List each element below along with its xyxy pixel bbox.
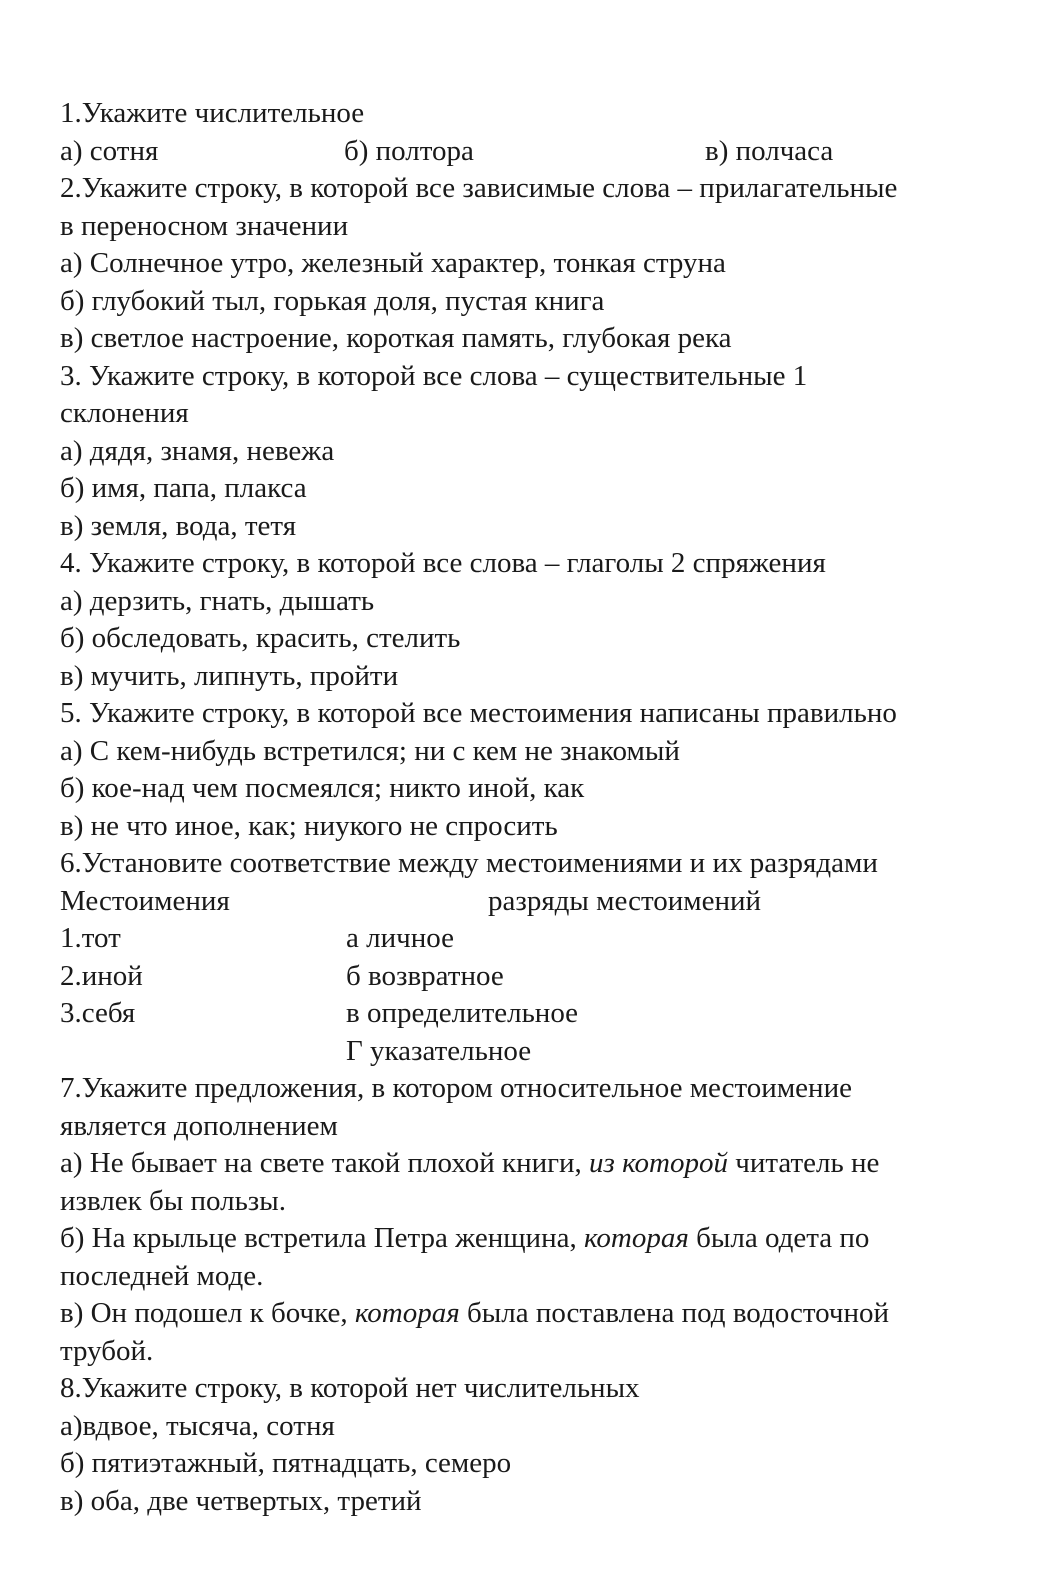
question-6-category: а личное [346,922,454,954]
question-1-option-b: б) полтора [344,134,474,167]
question-7-option-a-pronoun: из которой [589,1147,728,1179]
question-3-option-b: б) имя, папа, плакса [60,472,307,504]
question-7-option-a [60,1145,1020,1183]
question-6-right-header: разряды местоимений [488,884,762,917]
question-7-option-b-pronoun: которая [583,1222,689,1254]
question-7-option-a-continuation: извлек бы пользы. [60,1184,286,1217]
question-6-pronoun: 1.тот [60,922,121,954]
question-7-option-b [60,1220,1020,1258]
question-7-option-a-text-end: читатель не [728,1147,880,1179]
question-3-title-line-1: 3. Укажите строку, в которой все слова – существительные 1 [60,359,808,392]
question-2-option-c: в) светлое настроение, короткая память, глубокая река [60,322,732,354]
question-8-option-a: а)вдвое, тысяча, сотня [60,1409,335,1442]
question-5-title: 5. Укажите строку, в которой все местоимения написаны правильно [60,697,897,729]
question-7-option-c-continuation: трубой. [60,1334,154,1367]
question-4-title: 4. Укажите строку, в которой все слова – глаголы 2 спряжения [60,547,826,579]
question-7-option-b-continuation: последней моде. [60,1259,264,1292]
question-7-option-c-pronoun: которая [354,1297,460,1329]
question-7-title-line-2: является дополнением [60,1109,338,1142]
question-6-match-row [60,1033,1020,1071]
question-1-option-a: а) сотня [60,134,159,167]
question-6-match-row [60,920,1020,958]
question-2-option-a: а) Солнечное утро, железный характер, тонкая струна [60,247,726,279]
question-7-option-c-text-end: была поставлена под водосточной [459,1297,889,1329]
question-1-options [60,133,1020,171]
question-7-option-a-text: а) Не бывает на свете такой плохой книги, [60,1147,590,1179]
question-8-option-b: б) пятиэтажный, пятнадцать, семеро [60,1447,512,1479]
question-6-pronoun: 3.себя [60,997,136,1029]
question-6-headers [60,883,1020,921]
question-1-option-c: в) полчаса [705,134,834,167]
question-7-option-c [60,1295,1020,1333]
question-8-title: 8.Укажите строку, в которой нет числительных [60,1372,640,1404]
question-5-option-a: а) С кем-нибудь встретился; ни с кем не знакомый [60,734,680,767]
question-6-pronoun: 2.иной [60,959,143,992]
question-8-option-c: в) оба, две четвертых, третий [60,1484,422,1517]
question-6-left-header: Местоимения [60,884,230,917]
question-4-option-b: б) обследовать, красить, стелить [60,622,461,654]
question-7-option-c-text: в) Он подошел к бочке, [60,1297,355,1329]
question-7-option-b-text-end: была одета по [688,1222,870,1254]
question-3-option-c: в) земля, вода, тетя [60,509,297,542]
question-4-option-c: в) мучить, липнуть, пройти [60,659,399,692]
question-3-title-line-2: склонения [60,397,189,429]
question-6-category: б возвратное [346,959,504,992]
question-6-category: в определительное [346,997,579,1029]
question-5-option-c: в) не что иное, как; ниукого не спросить [60,809,558,842]
worksheet [60,95,1020,1520]
question-1-title: 1.Укажите числительное [60,97,365,129]
question-2-option-b: б) глубокий тыл, горькая доля, пустая книга [60,284,605,317]
question-6-title: 6.Установите соответствие между местоимениями и их разрядами [60,847,878,879]
question-6-match-row [60,995,1020,1033]
question-6-match-row [60,958,1020,996]
question-5-option-b: б) кое-над чем посмеялся; никто иной, как [60,772,585,804]
question-4-option-a: а) дерзить, гнать, дышать [60,584,375,617]
question-2-title-line-1: 2.Укажите строку, в которой все зависимые слова – прилагательные [60,172,898,204]
question-2-title-line-2: в переносном значении [60,209,349,242]
question-3-option-a: а) дядя, знамя, невежа [60,434,335,467]
question-6-category: Г указательное [346,1034,532,1067]
question-7-option-b-text: б) На крыльце встретила Петра женщина, [60,1222,584,1254]
question-7-title-line-1: 7.Укажите предложения, в котором относительное местоимение [60,1072,852,1104]
